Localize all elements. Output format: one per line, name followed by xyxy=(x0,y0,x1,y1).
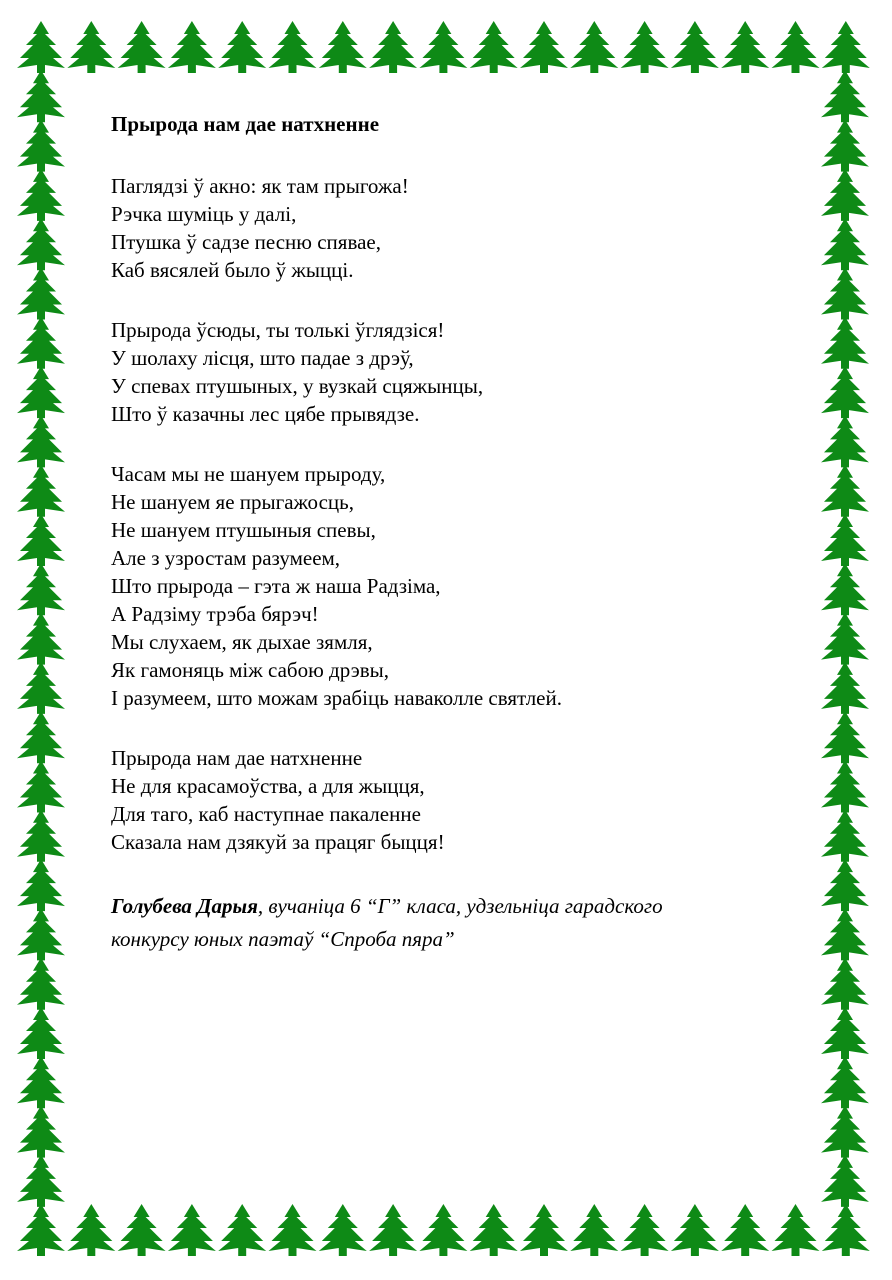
fir-tree-icon xyxy=(17,1155,65,1207)
poem-title: Прырода нам дае натхненне xyxy=(111,112,380,136)
poem-line: Мы слухаем, як дыхае зямля, xyxy=(111,630,373,654)
poem-line: Каб вясялей было ў жыцці. xyxy=(111,258,354,282)
fir-tree-icon xyxy=(821,761,869,813)
fir-tree-icon xyxy=(17,810,65,862)
fir-tree-icon xyxy=(822,1204,870,1256)
fir-tree-icon xyxy=(17,218,65,270)
fir-tree-icon xyxy=(821,317,869,369)
poem-line: Прырода нам дае натхненне xyxy=(111,746,363,770)
fir-tree-icon xyxy=(218,1204,266,1256)
poem-line: Як гамоняць між сабою дрэвы, xyxy=(111,658,390,682)
poem-stanza-4 xyxy=(111,744,811,856)
fir-tree-icon xyxy=(17,563,65,615)
fir-tree-icon xyxy=(470,1204,518,1256)
poem-stanza-1 xyxy=(111,172,811,284)
fir-tree-icon xyxy=(821,218,869,270)
fir-tree-icon xyxy=(17,711,65,763)
poem-line: Што прырода – гэта ж наша Радзіма, xyxy=(111,574,441,598)
fir-tree-icon xyxy=(822,21,870,73)
fir-tree-icon xyxy=(772,1204,820,1256)
fir-tree-icon xyxy=(168,1204,216,1256)
poem-line: Рэчка шуміць у далі, xyxy=(111,202,297,226)
fir-tree-icon xyxy=(17,1106,65,1158)
fir-tree-icon xyxy=(369,21,417,73)
poem-line: Для таго, каб наступнае пакаленне xyxy=(111,802,421,826)
poem-line: У шолаху лісця, што падае з дрэў, xyxy=(111,346,414,370)
fir-tree-icon xyxy=(821,613,869,665)
fir-tree-icon xyxy=(821,662,869,714)
fir-tree-icon xyxy=(17,1056,65,1108)
fir-tree-icon xyxy=(17,366,65,418)
poem-line: Але з узростам разумеем, xyxy=(111,546,341,570)
fir-tree-icon xyxy=(821,711,869,763)
fir-tree-icon xyxy=(17,465,65,517)
poem-line: Паглядзі ў акно: як там прыгожа! xyxy=(111,174,409,198)
poem-stanza-2 xyxy=(111,316,811,428)
fir-tree-icon xyxy=(821,810,869,862)
fir-tree-icon xyxy=(17,908,65,960)
fir-tree-icon xyxy=(821,514,869,566)
fir-tree-icon xyxy=(621,21,669,73)
fir-tree-icon xyxy=(319,1204,367,1256)
poem-line: Прырода ўсюды, ты толькі ўглядзіся! xyxy=(111,318,445,342)
poem-line: Не для красамоўства, а для жыцця, xyxy=(111,774,425,798)
fir-tree-icon xyxy=(821,169,869,221)
poem-line: Не шануем птушыныя спевы, xyxy=(111,518,376,542)
fir-tree-icon xyxy=(17,70,65,122)
fir-tree-icon xyxy=(118,21,166,73)
fir-tree-icon xyxy=(821,415,869,467)
fir-tree-icon xyxy=(821,465,869,517)
author-signature xyxy=(111,890,811,956)
fir-tree-icon xyxy=(17,1204,65,1256)
author-description: , вучаніца 6 “Г” класа, удзельніца гарадского xyxy=(257,894,663,918)
poem-line: Часам мы не шануем прыроду, xyxy=(111,462,386,486)
fir-tree-icon xyxy=(772,21,820,73)
fir-tree-icon xyxy=(17,514,65,566)
poem-stanza-3 xyxy=(111,460,811,712)
fir-tree-icon xyxy=(17,1007,65,1059)
fir-tree-icon xyxy=(17,169,65,221)
author-description-line2: конкурсу юных паэтаў “Спроба пяра” xyxy=(111,927,455,951)
author-name: Голубева Дарыя xyxy=(111,894,258,918)
fir-tree-icon xyxy=(821,563,869,615)
poem-line: І разумеем, што можам зрабіць наваколле святлей. xyxy=(111,686,562,710)
fir-tree-icon xyxy=(470,21,518,73)
fir-tree-icon xyxy=(821,1056,869,1108)
poem-line: А Радзіму трэба бярэч! xyxy=(111,602,319,626)
fir-tree-icon xyxy=(821,958,869,1010)
fir-tree-icon xyxy=(67,21,115,73)
fir-tree-icon xyxy=(570,21,618,73)
fir-tree-icon xyxy=(218,21,266,73)
fir-tree-icon xyxy=(17,21,65,73)
fir-tree-icon xyxy=(168,21,216,73)
fir-tree-icon xyxy=(821,120,869,172)
fir-tree-icon xyxy=(570,1204,618,1256)
fir-tree-icon xyxy=(671,1204,719,1256)
fir-tree-icon xyxy=(67,1204,115,1256)
poem-line: Сказала нам дзякуй за працяг быцця! xyxy=(111,830,445,854)
fir-tree-icon xyxy=(269,1204,317,1256)
fir-tree-icon xyxy=(17,317,65,369)
fir-tree-icon xyxy=(17,613,65,665)
fir-tree-icon xyxy=(319,21,367,73)
fir-tree-icon xyxy=(821,1106,869,1158)
fir-tree-icon xyxy=(520,1204,568,1256)
fir-tree-icon xyxy=(269,21,317,73)
poem-line: Што ў казачны лес цябе прывядзе. xyxy=(111,402,420,426)
fir-tree-icon xyxy=(17,415,65,467)
fir-tree-icon xyxy=(17,761,65,813)
fir-tree-icon xyxy=(520,21,568,73)
fir-tree-icon xyxy=(17,958,65,1010)
fir-tree-icon xyxy=(821,1155,869,1207)
fir-tree-icon xyxy=(671,21,719,73)
fir-tree-icon xyxy=(821,70,869,122)
fir-tree-icon xyxy=(821,268,869,320)
fir-tree-icon xyxy=(369,1204,417,1256)
fir-tree-icon xyxy=(821,1007,869,1059)
fir-tree-icon xyxy=(17,662,65,714)
poem-line: Не шануем яе прыгажосць, xyxy=(111,490,354,514)
fir-tree-icon xyxy=(721,1204,769,1256)
poem-content xyxy=(111,110,811,956)
fir-tree-icon xyxy=(821,366,869,418)
fir-tree-icon xyxy=(821,908,869,960)
fir-tree-icon xyxy=(17,120,65,172)
fir-tree-icon xyxy=(17,859,65,911)
fir-tree-icon xyxy=(17,268,65,320)
fir-tree-icon xyxy=(621,1204,669,1256)
fir-tree-icon xyxy=(721,21,769,73)
fir-tree-icon xyxy=(118,1204,166,1256)
fir-tree-icon xyxy=(419,21,467,73)
fir-tree-icon xyxy=(821,859,869,911)
poem-line: У спевах птушыных, у вузкай сцяжынцы, xyxy=(111,374,484,398)
fir-tree-icon xyxy=(419,1204,467,1256)
poem-line: Птушка ў садзе песню спявае, xyxy=(111,230,381,254)
